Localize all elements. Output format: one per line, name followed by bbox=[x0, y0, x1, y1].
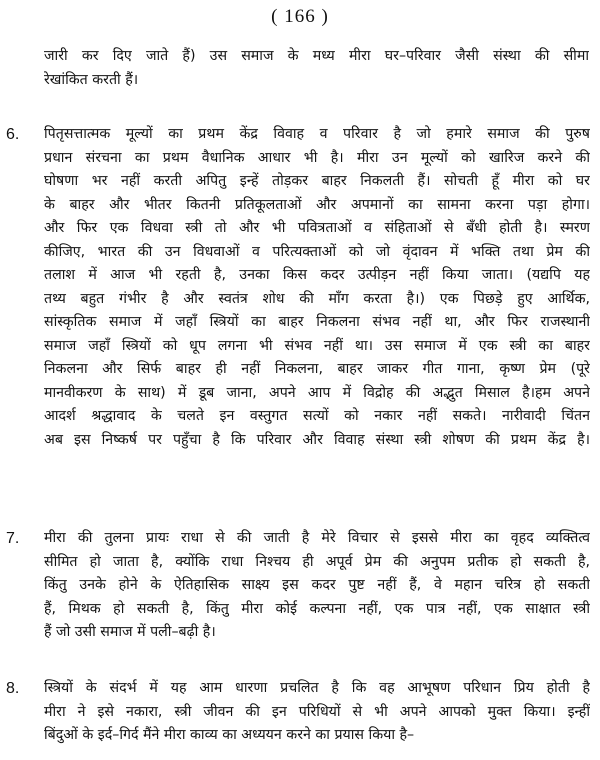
paragraph-number: 8. bbox=[6, 680, 20, 697]
paragraph-text bbox=[44, 677, 590, 748]
text-line: के बाहर और भीतर कितनी प्रतिकूलताओं और अपमानों का सामना करना पड़ा होगा। bbox=[44, 196, 590, 213]
text-line: हैं, मिथक हो सकती है, किंतु मीरा कोई कल्पना नहीं, एक पात्र नहीं, एक साक्षात स्त्री bbox=[44, 600, 590, 617]
text-line: मीरा ने इसे नकारा, स्त्री जीवन की इन परिधियों से भी अपने आपको मुक्त किया। इन्हीं bbox=[44, 703, 590, 720]
text-line: रेखांकित करती हैं। bbox=[44, 71, 139, 88]
text-line: कीजिए, भारत की उन विधवाओं व परित्यक्ताओं को जो वृंदावन में भक्ति तथा प्रेम की bbox=[44, 243, 590, 260]
text-line: सीमित हो जाता है, क्योंकि राधा निश्चय ही अपूर्व प्रेम की अनुपम प्रतीक हो सकती है, bbox=[44, 553, 590, 570]
text-line: प्रधान संरचना का प्रथम वैधानिक आधार भी है। मीरा उन मूल्यों को खारिज करने की bbox=[44, 149, 590, 166]
text-line: पितृसत्तात्मक मूल्यों का प्रथम केंद्र विवाह व परिवार है जो हमारे समाज की पुरुष bbox=[44, 126, 590, 142]
text-line: आदर्श श्रद्धावाद के चलते इन वस्तुगत सत्यों को नकार नहीं सकते। नारीवादी चिंतन bbox=[44, 408, 590, 424]
text-line: तलाश में आज भी रहती है, उनका किस कदर उत्पीड़न नहीं किया जाता। (यद्यपि यह bbox=[44, 267, 590, 283]
text-line: समाज जहाँ स्त्रियों को धूप लगना भी संभव नहीं था। उस समाज में एक स्त्री का बाहर bbox=[44, 337, 590, 354]
text-line: और फिर एक विधवा स्त्री तो और भी पवित्रताओं व संहिताओं से बँधी होती है। स्मरण bbox=[44, 220, 590, 236]
text-line: जारी कर दिए जाते हैं) उस समाज के मध्य मीरा घर–परिवार जैसी संस्था की सीमा bbox=[44, 48, 589, 64]
text-line: स्त्रियों के संदर्भ में यह आम धारणा प्रचलित है कि वह आभूषण परिधान प्रिय होती है bbox=[44, 680, 590, 696]
page-number: ( 166 ) bbox=[271, 6, 329, 27]
paragraph-text bbox=[44, 123, 590, 452]
text-line: अब इस निष्कर्ष पर पहुँचा है कि परिवार और विवाह संस्था स्त्री शोषण की प्रथम केंद्र है। bbox=[44, 431, 590, 448]
text-line: मीरा की तुलना प्रायः राधा से की जाती है मेरे विचार से इससे मीरा का वृहद व्यक्तित्व bbox=[44, 530, 590, 546]
paragraph-number: 6. bbox=[6, 126, 20, 143]
text-line: निकलना और सिर्फ बाहर ही नहीं निकलना, बाहर जाकर गीत गाना, कृष्ण प्रेम (पूरे bbox=[44, 361, 590, 377]
paragraph-number: 7. bbox=[6, 530, 20, 547]
text-line: मानवीकरण के साथ) में डूब जाना, अपने आप में विद्रोह की अद्भुत मिसाल है।हम अपने bbox=[44, 384, 590, 401]
text-line: सांस्कृतिक समाज में जहाँ स्त्रियों का बाहर निकलना संभव नहीं था, और फिर राजस्थानी bbox=[44, 314, 590, 330]
text-line: किंतु उनके होने के ऐतिहासिक साक्ष्य इस कदर पुष्ट नहीं हैं, वे महान चरित्र हो सकती bbox=[44, 577, 590, 593]
text-line: घोषणा भर नहीं करती अपितु इन्हें तोड़कर बाहर निकलती हैं। सोचती हूँ मीरा को घर bbox=[44, 173, 590, 189]
continuation-text bbox=[44, 45, 589, 92]
text-line: बिंदुओं के इर्द–गिर्द मैंने मीरा काव्य का अध्ययन करने का प्रयास किया है– bbox=[44, 727, 415, 743]
paragraph-text bbox=[44, 527, 590, 645]
text-line: हैं जो उसी समाज में पली–बढ़ी है। bbox=[44, 624, 216, 640]
text-line: तथ्य बहुत गंभीर है और स्वतंत्र शोध की माँग करता है।) एक पिछड़े हुए आर्थिक, bbox=[44, 290, 590, 307]
